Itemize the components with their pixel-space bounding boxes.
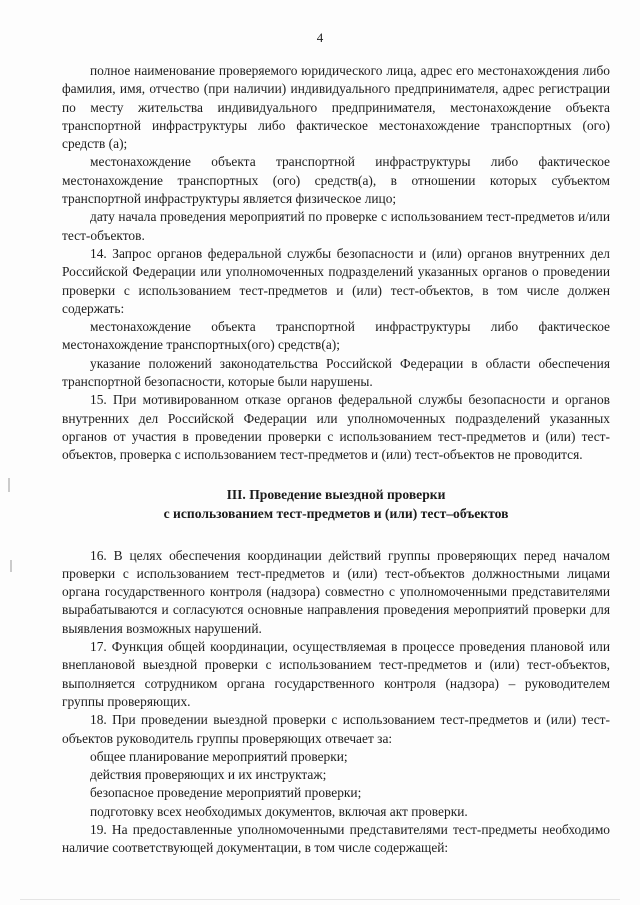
page-number: 4 [316,30,324,45]
list-item-instruction: действия проверяющих и их инструктаж; [90,767,327,783]
paragraph-location: местонахождение объекта транспортной инфраструктуры либо фактическое местонахождение транспортных(ого) средств(а); [62,319,610,353]
document-body [62,62,610,858]
paragraph-17: 17. Функция общей координации, осуществляемая в процессе проведения плановой или внеплановой выездной проверки с использованием тест-предметов и (или) тест-объектов, выполняется сотрудником органа государственного контроля (надзора) – руководителем группы проверяющих. [62,639,610,709]
scan-bottom-line [20,899,620,900]
paragraph-object-location: местонахождение объекта транспортной инфраструктуры либо фактическое местонахождение транспортных (ого) средств(а), в отношении которых субъектом транспортной инфраструктуры является физическое лицо; [62,154,610,207]
list-item-safety: безопасное проведение мероприятий проверки; [90,785,362,801]
list-item-planning: общее планирование мероприятий проверки; [90,748,348,764]
list-item-documents: подготовку всех необходимых документов, включая акт проверки. [90,803,468,819]
paragraph-14: 14. Запрос органов федеральной службы безопасности и (или) органов внутренних дел Российской Федерации или уполномоченных подразделений указанных органов о проведении проверки с использованием тест-предметов и (или) тест-объектов, в том числе должен содержать: [62,245,610,316]
paragraph-16: 16. В целях обеспечения координации действий группы проверяющих перед началом проверки с использованием тест-предметов и (или) тест-объектов должностными лицами органа государственного контроля (надзора) совместно с уполномоченными представителями вырабатываются и согласуются основные направления проведения мероприятий проверки для выявления возможных нарушений. [62,547,610,636]
paragraph-15: 15. При мотивированном отказе органов федеральной службы безопасности и органов внутренних дел Российской Федерации или уполномоченных подразделений указанных органов от участия в проведении проверки с использованием тест-предметов и (или) тест-объектов, проверка с использованием тест-предметов и (или) тест-объектов не проводится. [62,392,610,463]
section-heading [62,485,610,523]
scan-edge-mark [8,478,10,492]
paragraph-18: 18. При проведении выездной проверки с использованием тест-предметов и (или) тест-объектов руководитель группы проверяющих отвечает за: [62,712,610,746]
paragraph-start-date: дату начала проведения мероприятий по проверке с использованием тест-предметов и/или тест-объектов. [62,209,610,243]
paragraph-recipient-details: полное наименование проверяемого юридического лица, адрес его местонахождения либо фамилия, имя, отчество (при наличии) индивидуального предпринимателя, адрес регистрации по месту жительства индивидуального предпринимателя, местонахождение объекта транспортной инфраструктуры либо фактическое местонахождение транспортных (ого) средств (а); [62,63,610,152]
paragraph-law-provisions: указание положений законодательства Российской Федерации в области обеспечения транспортной безопасности, которые были нарушены. [62,355,610,390]
section-heading-line-1: III. Проведение выездной проверки [226,486,446,502]
paragraph-19: 19. На предоставленные уполномоченными представителями тест-предметы необходимо наличие соответствующей документации, в том числе содержащей: [62,821,610,856]
section-heading-line-2: с использованием тест-предметов и (или) тест–объектов [163,505,509,521]
scan-edge-mark [10,560,12,572]
